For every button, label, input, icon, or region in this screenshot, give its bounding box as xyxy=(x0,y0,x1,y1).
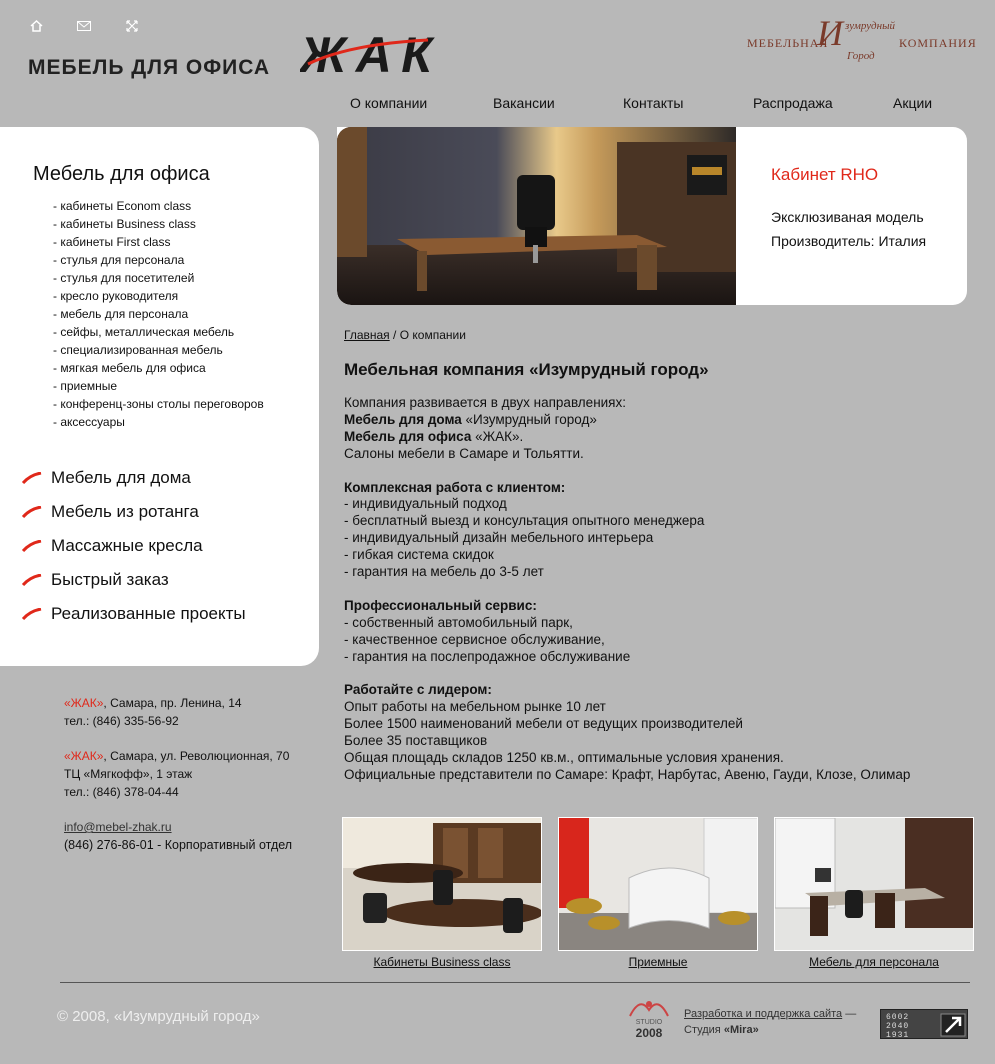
list-item: Общая площадь складов 1250 кв.м., оптимальные условия хранения. xyxy=(344,749,784,765)
thumb-caption-business[interactable]: Кабинеты Business class xyxy=(373,955,511,969)
studio-logo[interactable] xyxy=(620,992,678,1042)
thumb-reception[interactable] xyxy=(558,817,758,951)
menu-item-label: Массажные кресла xyxy=(51,536,203,555)
sidebar-submenu xyxy=(53,197,264,431)
zhak-logo-text: ЖАК xyxy=(300,30,432,76)
corporate-phone: (846) 276-86-01 - Корпоративный отдел xyxy=(64,838,293,852)
direction-label: Мебель для дома xyxy=(344,411,462,427)
content-direction-office xyxy=(344,429,964,446)
banner-line-2: Производитель: Италия xyxy=(771,233,927,249)
breadcrumb xyxy=(344,328,466,342)
red-arrow-icon xyxy=(22,472,42,484)
list-item: Более 1500 наименований мебели от ведущих производителей xyxy=(344,716,743,732)
submenu-item[interactable]: - кабинеты First class xyxy=(53,235,171,249)
top-icons xyxy=(28,18,140,34)
dev-link[interactable]: Разработка и поддержка сайта xyxy=(684,1008,843,1020)
red-arrow-icon xyxy=(22,574,42,586)
studio-name[interactable]: «Mira» xyxy=(723,1024,759,1036)
partner-logo-left: МЕБЕЛЬНАЯ xyxy=(747,36,829,50)
nav-about[interactable]: О компании xyxy=(350,95,428,111)
content-salons: Салоны мебели в Самаре и Тольятти. xyxy=(344,445,584,461)
menu-item-massage-chairs[interactable] xyxy=(22,529,246,563)
mail-icon[interactable] xyxy=(76,18,92,34)
menu-item-label: Мебель для дома xyxy=(51,468,191,487)
submenu-item[interactable]: - мебель для персонала xyxy=(53,307,189,321)
section-heading: Работайте с лидером: xyxy=(344,682,492,698)
banner-line-1: Эксклюзиваная модель xyxy=(771,209,924,225)
submenu-item[interactable]: - стулья для персонала xyxy=(53,253,185,267)
studio-logo-label: STUDIO xyxy=(635,1019,663,1026)
submenu-item[interactable]: - стулья для посетителей xyxy=(53,271,195,285)
nav-sale[interactable]: Распродажа xyxy=(753,95,833,111)
sidebar xyxy=(0,127,319,666)
address-2: «ЖАК», Самара, ул. Революционная, 70 xyxy=(64,749,290,763)
counter-line: 6002 xyxy=(886,1013,910,1022)
thumb-staff-furniture[interactable] xyxy=(774,817,974,951)
menu-item-label: Мебель из ротанга xyxy=(51,502,199,521)
breadcrumb-separator: / xyxy=(393,328,397,342)
top-navigation xyxy=(350,95,940,113)
counter-line: 2040 xyxy=(886,1022,910,1031)
phone-2: тел.: (846) 378-04-44 xyxy=(64,785,179,799)
submenu-item[interactable]: - приемные xyxy=(53,379,118,393)
home-icon[interactable] xyxy=(28,18,44,34)
partner-logo-letter: И xyxy=(817,13,843,53)
copyright: © 2008, «Изумрудный город» xyxy=(57,1008,260,1025)
nav-promo[interactable]: Акции xyxy=(893,95,933,111)
nav-vacancies[interactable]: Вакансии xyxy=(493,95,555,111)
expand-icon[interactable] xyxy=(124,18,140,34)
partner-logo-right: КОМПАНИЯ xyxy=(899,36,977,50)
direction-label: Мебель для офиса xyxy=(344,428,472,444)
menu-item-rattan[interactable] xyxy=(22,495,246,529)
submenu-item[interactable]: - кресло руководителя xyxy=(53,289,179,303)
sidebar-title[interactable]: Мебель для офиса xyxy=(33,163,210,185)
red-arrow-icon xyxy=(22,540,42,552)
menu-item-label: Быстрый заказ xyxy=(51,570,169,589)
partner-logo-bottom: Город xyxy=(847,50,875,62)
thumb-business-class[interactable] xyxy=(342,817,542,951)
list-item: - индивидуальный подход xyxy=(344,496,507,512)
brand-link[interactable]: «ЖАК» xyxy=(64,696,104,710)
submenu-item[interactable]: - кабинеты Econom class xyxy=(53,199,192,213)
red-arrow-icon xyxy=(22,506,42,518)
studio-year: 2008 xyxy=(635,1026,663,1040)
list-item: - бесплатный выезд и консультация опытного менеджера xyxy=(344,513,705,529)
content-direction-home xyxy=(344,412,964,429)
logo-text[interactable]: МЕБЕЛЬ ДЛЯ ОФИСА xyxy=(28,56,271,79)
list-item: Опыт работы на мебельном рынке 10 лет xyxy=(344,699,606,715)
page-title: Мебельная компания «Изумрудный город» xyxy=(344,360,709,379)
zhak-logo[interactable] xyxy=(300,30,435,76)
sidebar-main-menu xyxy=(22,461,246,631)
list-item: - индивидуальный дизайн мебельного интерьера xyxy=(344,530,654,546)
studio-credit: Разработка и поддержка сайта — Студия «Mira» xyxy=(684,1008,857,1036)
page-content xyxy=(344,395,964,784)
content-intro: Компания развивается в двух направлениях: xyxy=(344,395,626,410)
phone-1: тел.: (846) 335-56-92 xyxy=(64,714,179,728)
submenu-item[interactable]: - сейфы, металлическая мебель xyxy=(53,325,235,339)
direction-value: «ЖАК». xyxy=(471,428,524,444)
list-item: - гибкая система скидок xyxy=(344,547,494,563)
submenu-item[interactable]: - конференц-зоны столы переговоров xyxy=(53,397,264,411)
section-heading: Комплексная работа с клиентом: xyxy=(344,479,566,495)
submenu-item[interactable]: - аксессуары xyxy=(53,415,125,429)
mall-name: ТЦ «Мягкофф», 1 этаж xyxy=(64,767,193,781)
visit-counter[interactable] xyxy=(880,1009,968,1039)
contacts-block xyxy=(64,694,292,854)
email-link[interactable]: info@mebel-zhak.ru xyxy=(64,820,172,834)
partner-logo[interactable] xyxy=(747,12,977,82)
nav-contacts[interactable]: Контакты xyxy=(623,95,684,111)
submenu-item[interactable]: - мягкая мебель для офиса xyxy=(53,361,206,375)
list-item: - собственный автомобильный парк, xyxy=(344,614,573,630)
partner-logo-top: зумрудный xyxy=(845,20,896,32)
menu-item-label: Реализованные проекты xyxy=(51,604,246,623)
direction-value: «Изумрудный город» xyxy=(461,411,597,427)
breadcrumb-home[interactable]: Главная xyxy=(344,328,390,342)
banner-photo xyxy=(337,127,736,305)
list-item: - гарантия на послепродажное обслуживание xyxy=(344,648,631,664)
list-item: - качественное сервисное обслуживание, xyxy=(344,631,605,647)
thumb-caption-staff[interactable]: Мебель для персонала xyxy=(809,955,939,969)
section-heading: Профессиональный сервис: xyxy=(344,597,537,613)
list-item: - гарантия на мебель до 3-5 лет xyxy=(344,564,544,580)
submenu-item[interactable]: - кабинеты Business class xyxy=(53,217,196,231)
submenu-item[interactable]: - специализированная мебель xyxy=(53,343,223,357)
menu-item-home-furniture[interactable] xyxy=(22,461,246,495)
menu-item-quick-order[interactable] xyxy=(22,563,246,597)
banner-title[interactable]: Кабинет RHO xyxy=(771,165,879,184)
address-1: «ЖАК», Самара, пр. Ленина, 14 xyxy=(64,696,242,710)
footer-divider xyxy=(60,982,970,983)
breadcrumb-current: О компании xyxy=(399,328,466,342)
counter-line: 1931 xyxy=(886,1031,910,1040)
menu-item-projects[interactable] xyxy=(22,597,246,631)
thumb-caption-reception[interactable]: Приемные xyxy=(628,955,688,969)
list-item: Более 35 поставщиков xyxy=(344,733,488,749)
list-item: Официальные представители по Самаре: Крафт, Нарбутас, Авеню, Гауди, Клозе, Олимар xyxy=(344,766,911,782)
promo-banner[interactable] xyxy=(337,127,967,305)
brand-link[interactable]: «ЖАК» xyxy=(64,749,104,763)
red-arrow-icon xyxy=(22,608,42,620)
